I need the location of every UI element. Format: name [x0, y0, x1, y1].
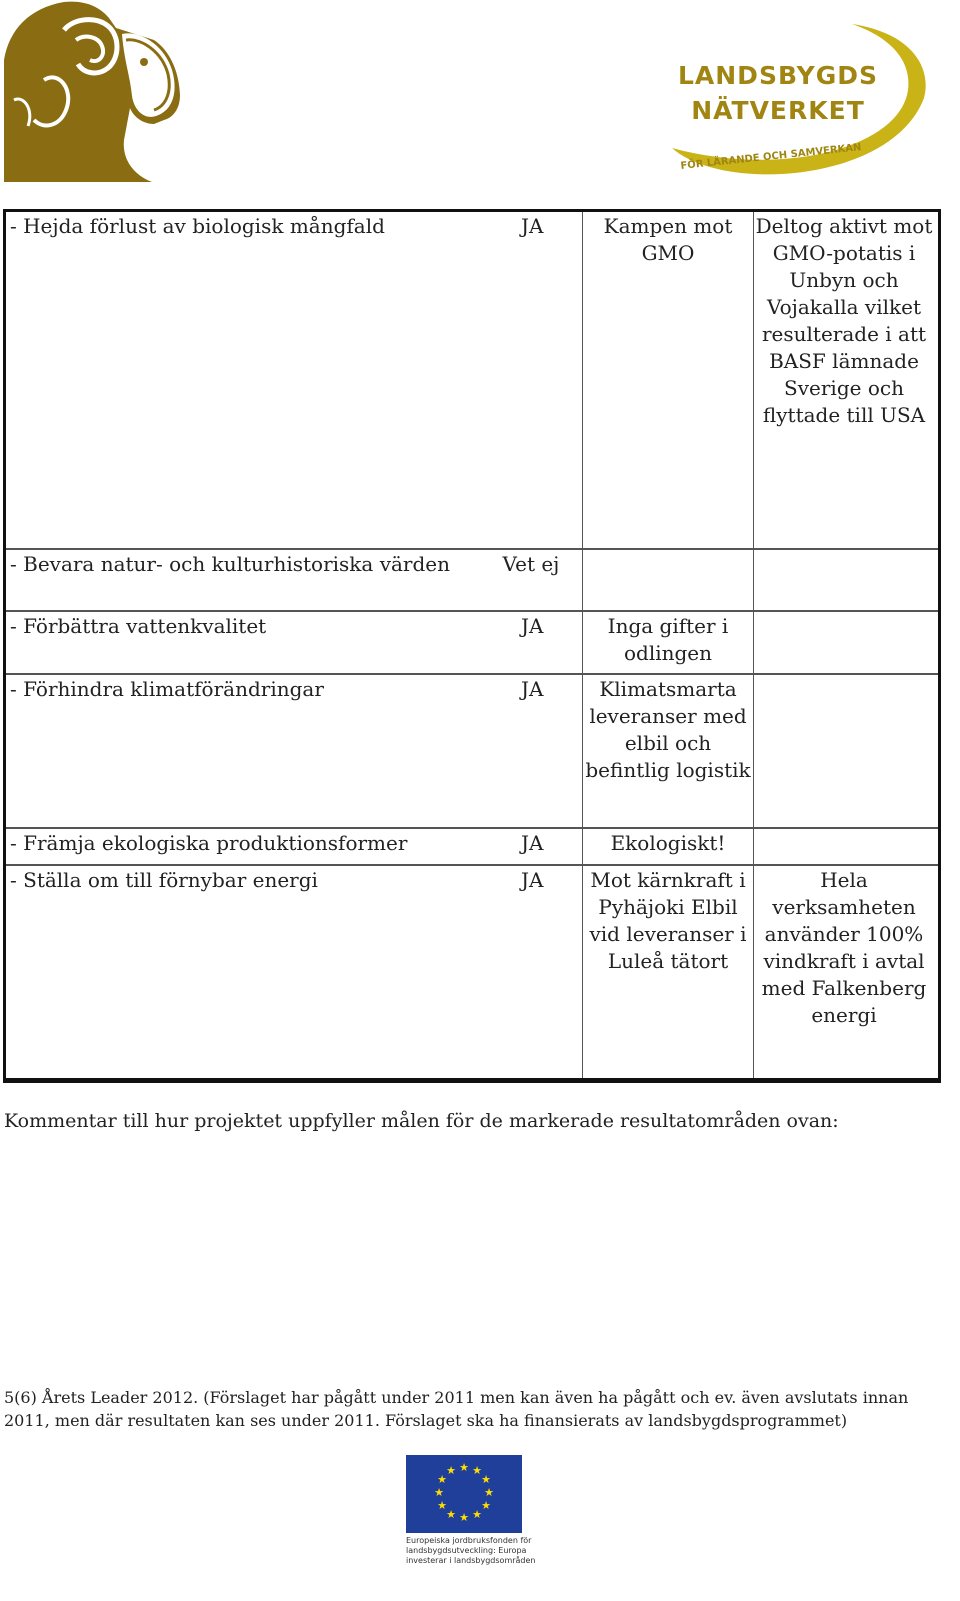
- activity-cell: Kampen mot GMO: [583, 211, 754, 550]
- logo-line-2: NÄTVERKET: [691, 96, 865, 125]
- answer-cell: JA: [483, 611, 583, 673]
- svg-text:★: ★: [481, 1499, 491, 1512]
- result-cell: [754, 549, 940, 611]
- svg-text:★: ★: [459, 1461, 469, 1474]
- table-row: [5, 828, 940, 865]
- svg-text:★: ★: [437, 1499, 447, 1512]
- goal-cell: - Ställa om till förnybar energi: [5, 865, 483, 1080]
- svg-text:★: ★: [434, 1486, 444, 1499]
- result-cell: Deltog aktivt mot GMO-potatis i Unbyn och Vojakalla vilket resulterade i att BASF lämnade Sverige och flyttade till USA: [755, 214, 933, 427]
- goal-cell: - Bevara natur- och kulturhistoriska värden: [5, 549, 483, 611]
- eu-flag-icon: [406, 1455, 522, 1533]
- svg-text:★: ★: [484, 1486, 494, 1499]
- table-row: [5, 611, 940, 673]
- answer-cell: JA: [483, 674, 583, 829]
- answer-cell: JA: [483, 211, 583, 550]
- svg-text:★: ★: [446, 1508, 456, 1521]
- result-cell: [754, 828, 940, 865]
- svg-text:★: ★: [459, 1511, 469, 1524]
- svg-text:★: ★: [481, 1473, 491, 1486]
- ram-logo: [4, 0, 182, 182]
- logo-line-1: LANDSBYGDS: [677, 61, 879, 90]
- eu-caption: Europeiska jordbruksfonden för landsbygdsutveckling: Europa investerar i landsbygdsområden: [406, 1536, 536, 1565]
- answer-cell: JA: [483, 865, 583, 1080]
- result-cell: Hela verksamheten använder 100% vindkraft i avtal med Falkenberg energi: [754, 865, 940, 1080]
- goal-cell: - Främja ekologiska produktionsformer: [5, 828, 483, 865]
- answer-cell: Vet ej: [483, 549, 583, 611]
- activity-cell: Ekologiskt!: [583, 828, 754, 865]
- result-cell: [754, 611, 940, 673]
- results-table: [3, 209, 941, 1083]
- table-row: [5, 211, 940, 550]
- activity-cell: Klimatsmarta leveranser med elbil och befintlig logistik: [583, 674, 754, 829]
- activity-cell: [583, 549, 754, 611]
- footnote: 5(6) Årets Leader 2012. (Förslaget har pågått under 2011 men kan även ha pågått och ev. även avslutats innan 2011, men där resultaten kan ses under 2011. Förslaget ska ha finansierats av landsbygdsprogrammet): [4, 1388, 909, 1430]
- svg-text:★: ★: [472, 1464, 482, 1477]
- comment-label: Kommentar till hur projektet uppfyller målen för de markerade resultatområden ovan:: [4, 1110, 839, 1132]
- table-row: [5, 865, 940, 1080]
- activity-cell: Inga gifter i odlingen: [583, 611, 754, 673]
- goal-cell: - Hejda förlust av biologisk mångfald: [10, 214, 385, 238]
- table-row: [5, 674, 940, 829]
- goal-cell: - Förhindra klimatförändringar: [5, 674, 483, 829]
- result-cell: [754, 674, 940, 829]
- goal-cell: - Förbättra vattenkvalitet: [5, 611, 483, 673]
- activity-cell: Mot kärnkraft i Pyhäjoki Elbil vid leveranser i Luleå tätort: [583, 865, 754, 1080]
- logo-tagline: FÖR LÄRANDE OCH SAMVERKAN: [680, 142, 862, 172]
- svg-text:★: ★: [437, 1473, 447, 1486]
- answer-cell: JA: [483, 828, 583, 865]
- landsbygdsnatverket-logo: [662, 18, 930, 186]
- table-row: [5, 549, 940, 611]
- svg-text:★: ★: [446, 1464, 456, 1477]
- svg-text:★: ★: [472, 1508, 482, 1521]
